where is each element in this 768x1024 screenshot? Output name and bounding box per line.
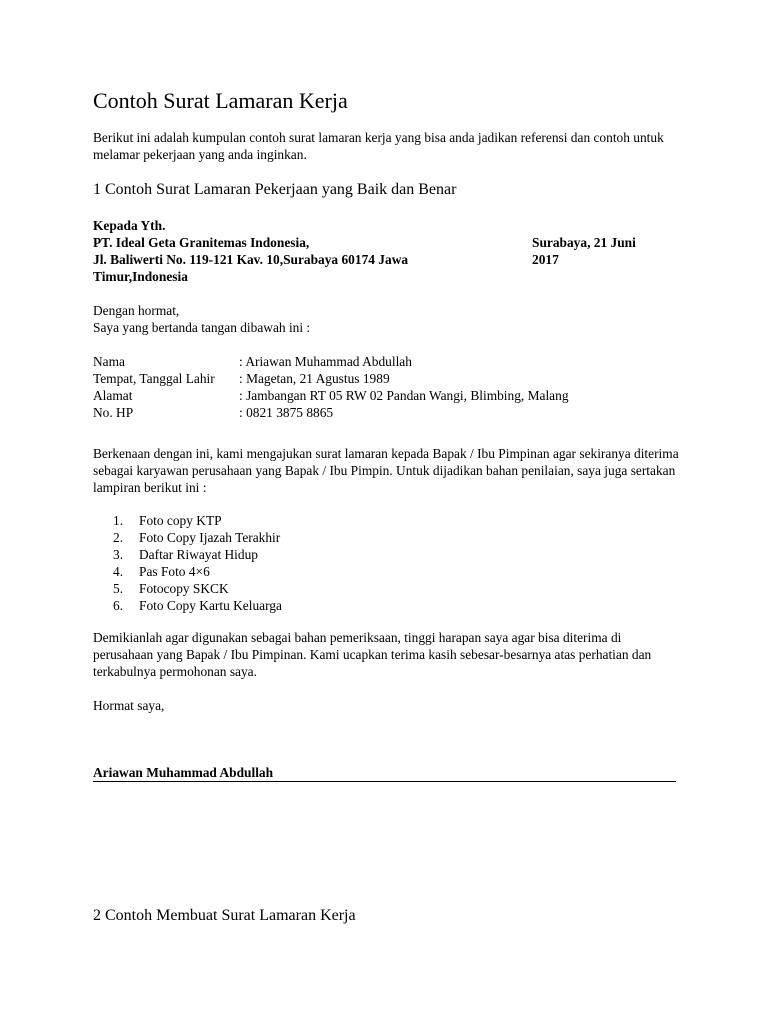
info-row	[93, 404, 569, 421]
list-item: 3. Daftar Riwayat Hidup	[113, 547, 258, 562]
page-title: Contoh Surat Lamaran Kerja	[93, 88, 348, 113]
recipient-to: Kepada Yth.	[93, 218, 166, 233]
list-item: 4. Pas Foto 4×6	[113, 564, 210, 579]
info-label: Alamat	[93, 388, 133, 403]
info-label: Tempat, Tanggal Lahir	[93, 371, 215, 386]
info-label: No. HP	[93, 405, 134, 420]
info-row	[93, 387, 569, 404]
info-row	[93, 370, 569, 387]
info-value: : Ariawan Muhammad Abdullah	[239, 354, 412, 369]
salutation: Dengan hormat,	[93, 303, 180, 318]
closing-remark: Hormat saya,	[93, 698, 165, 713]
list-item: 6. Foto Copy Kartu Keluarga	[113, 598, 282, 613]
info-value: : Magetan, 21 Agustus 1989	[239, 371, 390, 386]
section-2-heading: 2 Contoh Membuat Surat Lamaran Kerja	[93, 907, 356, 924]
letter-date-line-1: Surabaya, 21 Juni	[532, 235, 636, 250]
intro-paragraph: Berikut ini adalah kumpulan contoh surat lamaran kerja yang bisa anda jadikan referensi dan contoh untuk melamar pekerjaan yang anda inginkan.	[93, 130, 664, 162]
info-value: : 0821 3875 8865	[239, 405, 334, 420]
signature-name: Ariawan Muhammad Abdullah	[93, 765, 274, 780]
list-item: 1. Foto copy KTP	[113, 513, 222, 528]
list-item: 2. Foto Copy Ijazah Terakhir	[113, 530, 281, 545]
opening-line: Saya yang bertanda tangan dibawah ini :	[93, 320, 311, 335]
list-item: 5. Fotocopy SKCK	[113, 581, 229, 596]
closing-paragraph: Demikianlah agar digunakan sebagai bahan pemeriksaan, tinggi harapan saya agar bisa diterima di perusahaan yang Bapak / Ibu Pimpinan. Kami ucapkan terima kasih sebesar-besarnya atas perhatian dan terkabulnya permohonan saya.	[93, 630, 652, 679]
info-label: Nama	[93, 354, 125, 369]
info-row	[93, 353, 569, 370]
section-1-heading: 1 Contoh Surat Lamaran Pekerjaan yang Baik dan Benar	[93, 181, 457, 198]
info-value: : Jambangan RT 05 RW 02 Pandan Wangi, Blimbing, Malang	[239, 388, 569, 403]
attachment-list	[113, 512, 282, 614]
letter-date	[532, 234, 636, 268]
letter-date-line-2: 2017	[532, 252, 559, 267]
body-paragraph: Berkenaan dengan ini, kami mengajukan surat lamaran kepada Bapak / Ibu Pimpinan agar sekiranya diterima sebagai karyawan perusahaan yang Bapak / Ibu Pimpin. Untuk dijadikan bahan penilaian, saya juga sertakan lampiran berikut ini :	[93, 446, 679, 495]
recipient-address-line-1: Jl. Baliwerti No. 119-121 Kav. 10,Surabaya 60174 Jawa	[93, 252, 409, 267]
greeting-block	[93, 302, 310, 336]
recipient-address-line-2: Timur,Indonesia	[93, 269, 188, 284]
recipient-block	[93, 217, 408, 285]
signature-line	[93, 781, 676, 782]
recipient-company: PT. Ideal Geta Granitemas Indonesia,	[93, 235, 310, 250]
applicant-info-table	[93, 353, 569, 421]
